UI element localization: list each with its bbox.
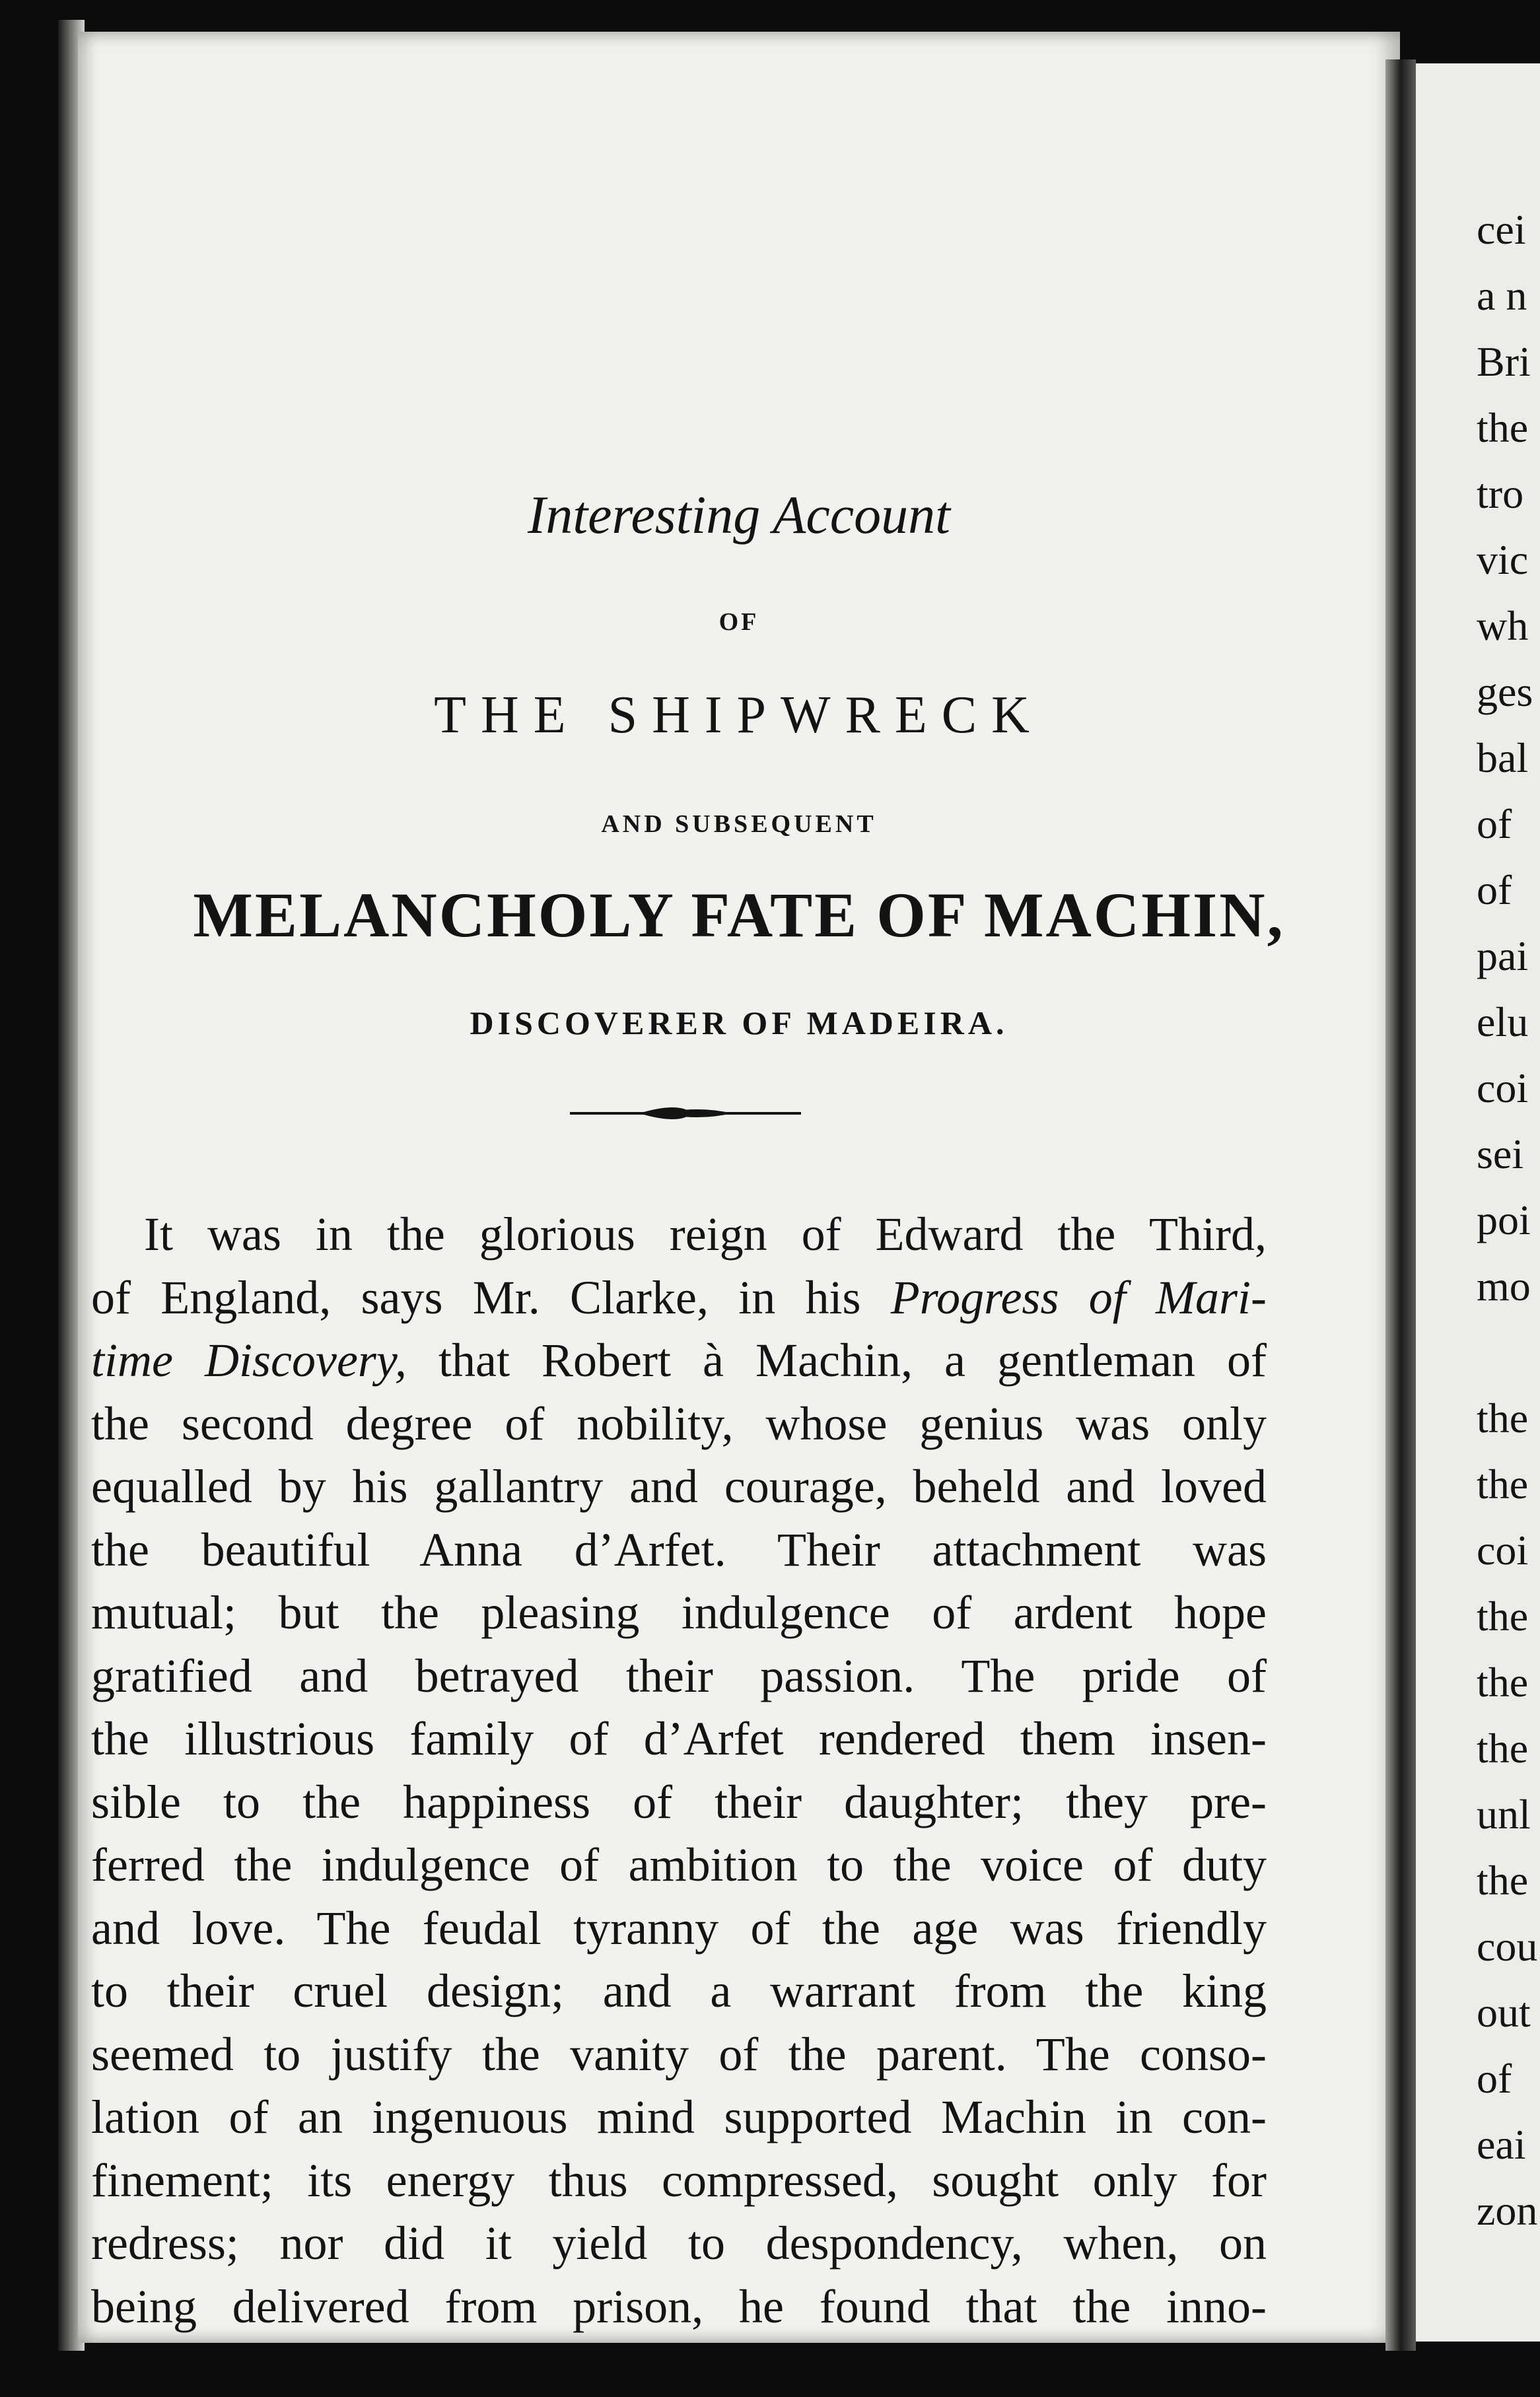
text-run: lation of an ingenuous mind supported Machin in con- xyxy=(91,2091,1267,2143)
text-run: and love. The feudal tyranny of the age was friendly xyxy=(91,1901,1267,1955)
facing-page-fragment-line: bal xyxy=(1477,734,1529,781)
ornament-rule-icon xyxy=(567,1094,804,1133)
text-line xyxy=(91,2212,1267,2275)
text-run: redress; nor did it yield to despondency, when, on xyxy=(91,2217,1267,2270)
text-run: mutual; but the pleasing indulgence of ardent hope xyxy=(91,1586,1267,1639)
facing-page-fragment-line: out xyxy=(1477,1989,1531,2036)
text-run: ferred the indulgence of ambition to the voice of duty xyxy=(91,1838,1267,1891)
facing-page-fragment-line: the xyxy=(1477,404,1529,451)
text-line xyxy=(91,1897,1267,1961)
page-gutter xyxy=(1385,59,1416,2351)
facing-page-fragment-line: poi xyxy=(1477,1197,1531,1243)
facing-page-fragment-line: the xyxy=(1477,1461,1529,1508)
facing-page-fragment-line: unl xyxy=(1477,1791,1531,1838)
italic-run: Progress of Mari- xyxy=(890,1270,1267,1324)
title-discoverer: DISCOVERER OF MADEIRA. xyxy=(470,1004,1008,1041)
facing-page-fragment-line: wh xyxy=(1477,602,1529,649)
text-line xyxy=(91,1329,1267,1393)
title-and-subsequent: AND SUBSEQUENT xyxy=(601,810,877,838)
text-run: the illustrious family of d’Arfet rendered them insen- xyxy=(91,1712,1267,1765)
text-run: gratified and betrayed their passion. The pride of xyxy=(91,1649,1267,1702)
text-run: equalled by his gallantry and courage, beheld and loved xyxy=(91,1460,1267,1513)
facing-page-fragment xyxy=(1416,63,1540,2342)
facing-page-fragment-line: the xyxy=(1477,1659,1529,1706)
body-paragraph xyxy=(91,1203,1267,2338)
title-of: OF xyxy=(718,608,759,636)
text-run: of England, says Mr. Clarke, in his xyxy=(91,1270,891,1324)
text-line xyxy=(91,1267,1267,1330)
facing-page-fragment-line: ges xyxy=(1477,668,1533,715)
text-line xyxy=(91,2275,1267,2339)
facing-page-fragment-line: sei xyxy=(1477,1130,1524,1177)
text-line xyxy=(91,2149,1267,2213)
text-run: to their cruel design; and a warrant from the king xyxy=(91,1964,1267,2017)
facing-page-fragment-line: cou xyxy=(1477,1923,1538,1970)
facing-page-fragment-line: pai xyxy=(1477,932,1529,979)
facing-page-fragment-line: Bri xyxy=(1477,338,1531,385)
title-interesting-account: Interesting Account xyxy=(528,485,950,545)
facing-page-fragment-line: the xyxy=(1477,1857,1529,1904)
facing-page-fragment-line: of xyxy=(1477,800,1512,847)
text-line xyxy=(91,2086,1267,2149)
facing-page-fragment-line: of xyxy=(1477,866,1512,913)
text-line xyxy=(91,2023,1267,2087)
facing-page-fragment-line: coi xyxy=(1477,1527,1529,1574)
text-run: that Robert à Machin, a gentleman of xyxy=(406,1334,1267,1387)
facing-page-fragment-line: the xyxy=(1477,1593,1529,1640)
text-line xyxy=(91,1519,1267,1582)
text-line xyxy=(91,1834,1267,1897)
facing-page-fragment-line: vic xyxy=(1477,536,1529,583)
text-line xyxy=(91,1645,1267,1708)
text-line xyxy=(91,1581,1267,1645)
text-run: It was in the glorious reign of Edward the Third, xyxy=(144,1208,1267,1261)
title-melancholy-fate: MELANCHOLY FATE OF MACHIN, xyxy=(193,880,1285,950)
text-line xyxy=(91,1960,1267,2023)
facing-page-fragment-line: elu xyxy=(1477,998,1529,1045)
text-line xyxy=(91,1771,1267,1834)
text-line xyxy=(91,1708,1267,1771)
text-run: the beautiful Anna d’Arfet. Their attachment was xyxy=(91,1523,1267,1576)
text-run: sible to the happiness of their daughter; they pre- xyxy=(91,1775,1267,1828)
italic-run: time Discovery, xyxy=(91,1334,407,1387)
text-line xyxy=(91,1393,1267,1456)
text-run: being delivered from prison, he found that the inno- xyxy=(91,2279,1267,2333)
facing-page-fragment-line: the xyxy=(1477,1725,1529,1772)
text-run: seemed to justify the vanity of the parent. The conso- xyxy=(91,2027,1267,2081)
text-run: the second degree of nobility, whose genius was only xyxy=(91,1397,1267,1450)
facing-page-fragment-line: cei xyxy=(1477,206,1526,253)
facing-page-fragment-line: the xyxy=(1477,1395,1529,1442)
facing-page-fragment-line: mo xyxy=(1477,1263,1531,1309)
text-line xyxy=(91,1203,1267,1267)
book-page xyxy=(78,32,1400,2343)
text-line xyxy=(91,1455,1267,1519)
facing-page-fragment-line: a n xyxy=(1477,272,1527,319)
title-shipwreck: THE SHIPWRECK xyxy=(434,686,1044,744)
facing-page-fragment-line: zon xyxy=(1477,2187,1538,2234)
facing-page-fragment-line: tro xyxy=(1477,470,1524,517)
text-run: finement; its energy thus compressed, sought only for xyxy=(91,2153,1267,2207)
facing-page-fragment-line: eai xyxy=(1477,2121,1526,2168)
facing-page-fragment-line: coi xyxy=(1477,1064,1529,1111)
bleed-through-text xyxy=(157,375,167,421)
facing-page-fragment-line: of xyxy=(1477,2055,1512,2102)
